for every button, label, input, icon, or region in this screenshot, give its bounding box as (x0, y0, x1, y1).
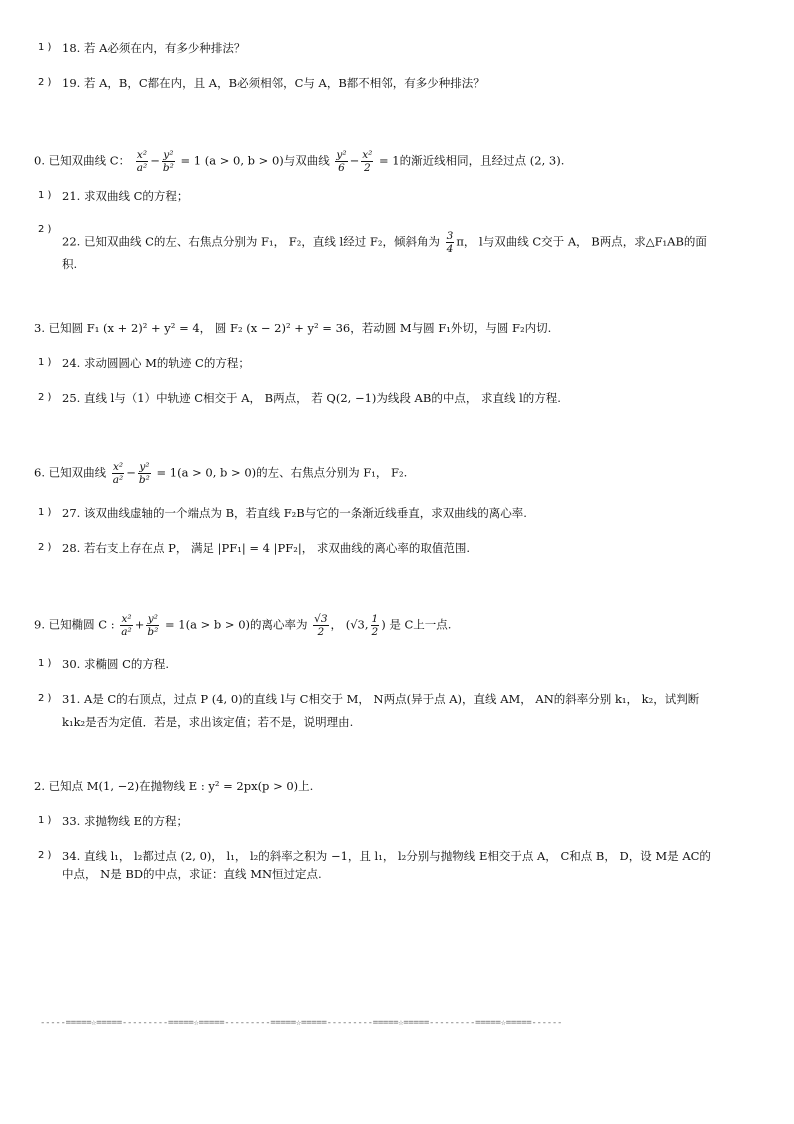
q29-text-start: 9. 已知椭圆 C : (34, 617, 115, 632)
fraction-den: a² (136, 162, 148, 174)
fraction-den: 2 (317, 626, 325, 638)
point-coord: (√3, (345, 617, 369, 632)
fraction (446, 230, 455, 255)
fraction-num: x² (112, 461, 124, 473)
part-marker: 1 ) (38, 507, 52, 518)
fraction-den: 6 (338, 162, 345, 174)
q26-text-end: = 1(a > 0, b > 0)的左、右焦点分别为 F₁， F₂. (156, 465, 408, 480)
question-22 (62, 230, 707, 255)
question-24: 24. 求动圆圆心 M的轨迹 C的方程； (62, 356, 250, 370)
fraction (335, 149, 347, 174)
part-marker: 2 ) (38, 693, 52, 704)
question-28: 28. 若右支上存在点 P， 满足 |PF₁| = 4 |PF₂|， 求双曲线的离心率的取值范围. (62, 541, 471, 555)
question-22-cont: 积. (62, 257, 78, 271)
question-18: 18. 若 A必须在内，有多少种排法？ (62, 41, 246, 55)
fraction-num: y² (139, 461, 150, 473)
fraction (361, 149, 373, 174)
fraction-den: 4 (446, 243, 454, 255)
q20-text-end: = 1的渐近线相同，且经过点 (2, 3). (379, 153, 565, 168)
question-21: 21. 求双曲线 C的方程； (62, 189, 189, 203)
part-marker: 2 ) (38, 77, 52, 88)
fraction (162, 149, 175, 174)
question-20-stem: 0. 已知双曲线 C： $\frac{\text{x²}}{\text{a²}}$ − $\frac{\text{y²}}{\text{b²}}$ = 1 (a > 0, b > 0)与双曲线 $\frac{\text{y²}}{6}$ − $\frac{\text{x²}}{2}$ = 1的渐近线相同，且经过点 (2, 3). (34, 149, 565, 174)
question-31-cont: k₁k₂是否为定值．若是，求出该定值；若不是，说明理由. (62, 715, 354, 729)
fraction-num: 3 (446, 230, 454, 242)
question-31: 31. A是 C的右顶点，过点 P (4, 0)的直线 l与 C相交于 M， N两点(异于点 A)，直线 AM， AN的斜率分别 k₁， k₂，试判断 (62, 692, 700, 706)
q29-text-end: 是 C上一点. (389, 617, 452, 632)
fraction-num: x² (136, 149, 148, 161)
q29-text-mid: = 1(a > b > 0)的离心率为 (165, 617, 308, 632)
fraction (146, 613, 159, 638)
question-33: 33. 求抛物线 E的方程； (62, 814, 188, 828)
fraction-num: y² (147, 613, 158, 625)
fraction-num: y² (163, 149, 174, 161)
question-30: 30. 求椭圆 C的方程. (62, 657, 170, 671)
fraction-den: 2 (363, 162, 371, 174)
fraction-den: a² (112, 474, 124, 486)
question-23-stem: 3. 已知圆 F₁ (x + 2)² + y² = 4， 圆 F₂ (x − 2)² + y² = 36，若动圆 M与圆 F₁外切，与圆 F₂内切. (34, 321, 552, 335)
part-marker: 1 ) (38, 815, 52, 826)
question-32-stem: 2. 已知点 M(1, −2)在抛物线 E : y² = 2px(p > 0)上. (34, 779, 314, 793)
question-25: 25. 直线 l与（1）中轨迹 C相交于 A， B两点， 若 Q(2, −1)为线段 AB的中点， 求直线 l的方程. (62, 391, 561, 405)
fraction-num: x² (121, 613, 132, 625)
fraction (112, 461, 124, 486)
part-marker: 2 ) (38, 224, 52, 235)
page-divider: -----=====☆=====---------=====☆=====---------=====☆=====---------=====☆=====---------=====☆=====------ (40, 1018, 563, 1028)
q26-text-start: 6. 已知双曲线 (34, 465, 107, 480)
fraction-num: y² (336, 149, 347, 161)
part-marker: 2 ) (38, 850, 52, 861)
fraction-den: b² (147, 626, 159, 638)
q22-text-start: 22. 已知双曲线 C的左、右焦点分别为 F₁， F₂，直线 l经过 F₂，倾斜角为 (62, 234, 440, 249)
part-marker: 2 ) (38, 392, 52, 403)
question-26-stem: 6. 已知双曲线 $\frac{\text{x²}}{\text{a²}}$ − $\frac{\text{y²}}{\text{b²}}$ = 1(a > 0, b > 0)的左、右焦点分别为 F₁， F₂. (34, 461, 408, 486)
part-marker: 2 ) (38, 542, 52, 553)
question-34: 34. 直线 l₁， l₂都过点 (2, 0)， l₁， l₂的斜率之积为 −1，且 l₁， l₂分别与抛物线 E相交于点 A， C和点 B， D，设 M是 AC的 (62, 849, 711, 863)
q22-text-end: π， l与双曲线 C交于 A， B两点，求△F₁AB的面 (456, 234, 707, 249)
q20-text-mid: = 1 (a > 0, b > 0)与双曲线 (180, 153, 330, 168)
part-marker: 1 ) (38, 357, 52, 368)
fraction-den: b² (138, 474, 150, 486)
fraction (313, 613, 328, 638)
part-marker: 1 ) (38, 42, 52, 53)
question-19: 19. 若 A，B，C都在内，且 A，B必须相邻，C与 A，B都不相邻，有多少种排法？ (62, 76, 485, 90)
fraction (120, 613, 132, 638)
fraction-num: √3 (314, 613, 328, 625)
fraction-den: 2 (371, 626, 379, 638)
q20-text-start: 0. 已知双曲线 C： (34, 153, 131, 168)
fraction-num: 1 (371, 613, 379, 625)
fraction-den: b² (162, 162, 174, 174)
part-marker: 1 ) (38, 658, 52, 669)
question-29-stem: 9. 已知椭圆 C : $\frac{\text{x²}}{\text{a²}}$ + $\frac{\text{y²}}{\text{b²}}$ = 1(a > b > 0)的离心率为 $\frac{√3}{2}$ ， (√3, $\frac{1}{2}$ ) 是 C上一点. (34, 613, 452, 638)
fraction (371, 613, 380, 638)
fraction (136, 149, 148, 174)
fraction-den: a² (121, 626, 132, 638)
question-34-cont: 中点， N是 BD的中点，求证：直线 MN恒过定点. (62, 867, 322, 881)
question-27: 27. 该双曲线虚轴的一个端点为 B，若直线 F₂B与它的一条渐近线垂直，求双曲线的离心率. (62, 506, 527, 520)
fraction-num: x² (362, 149, 373, 161)
part-marker: 1 ) (38, 190, 52, 201)
fraction (138, 461, 151, 486)
